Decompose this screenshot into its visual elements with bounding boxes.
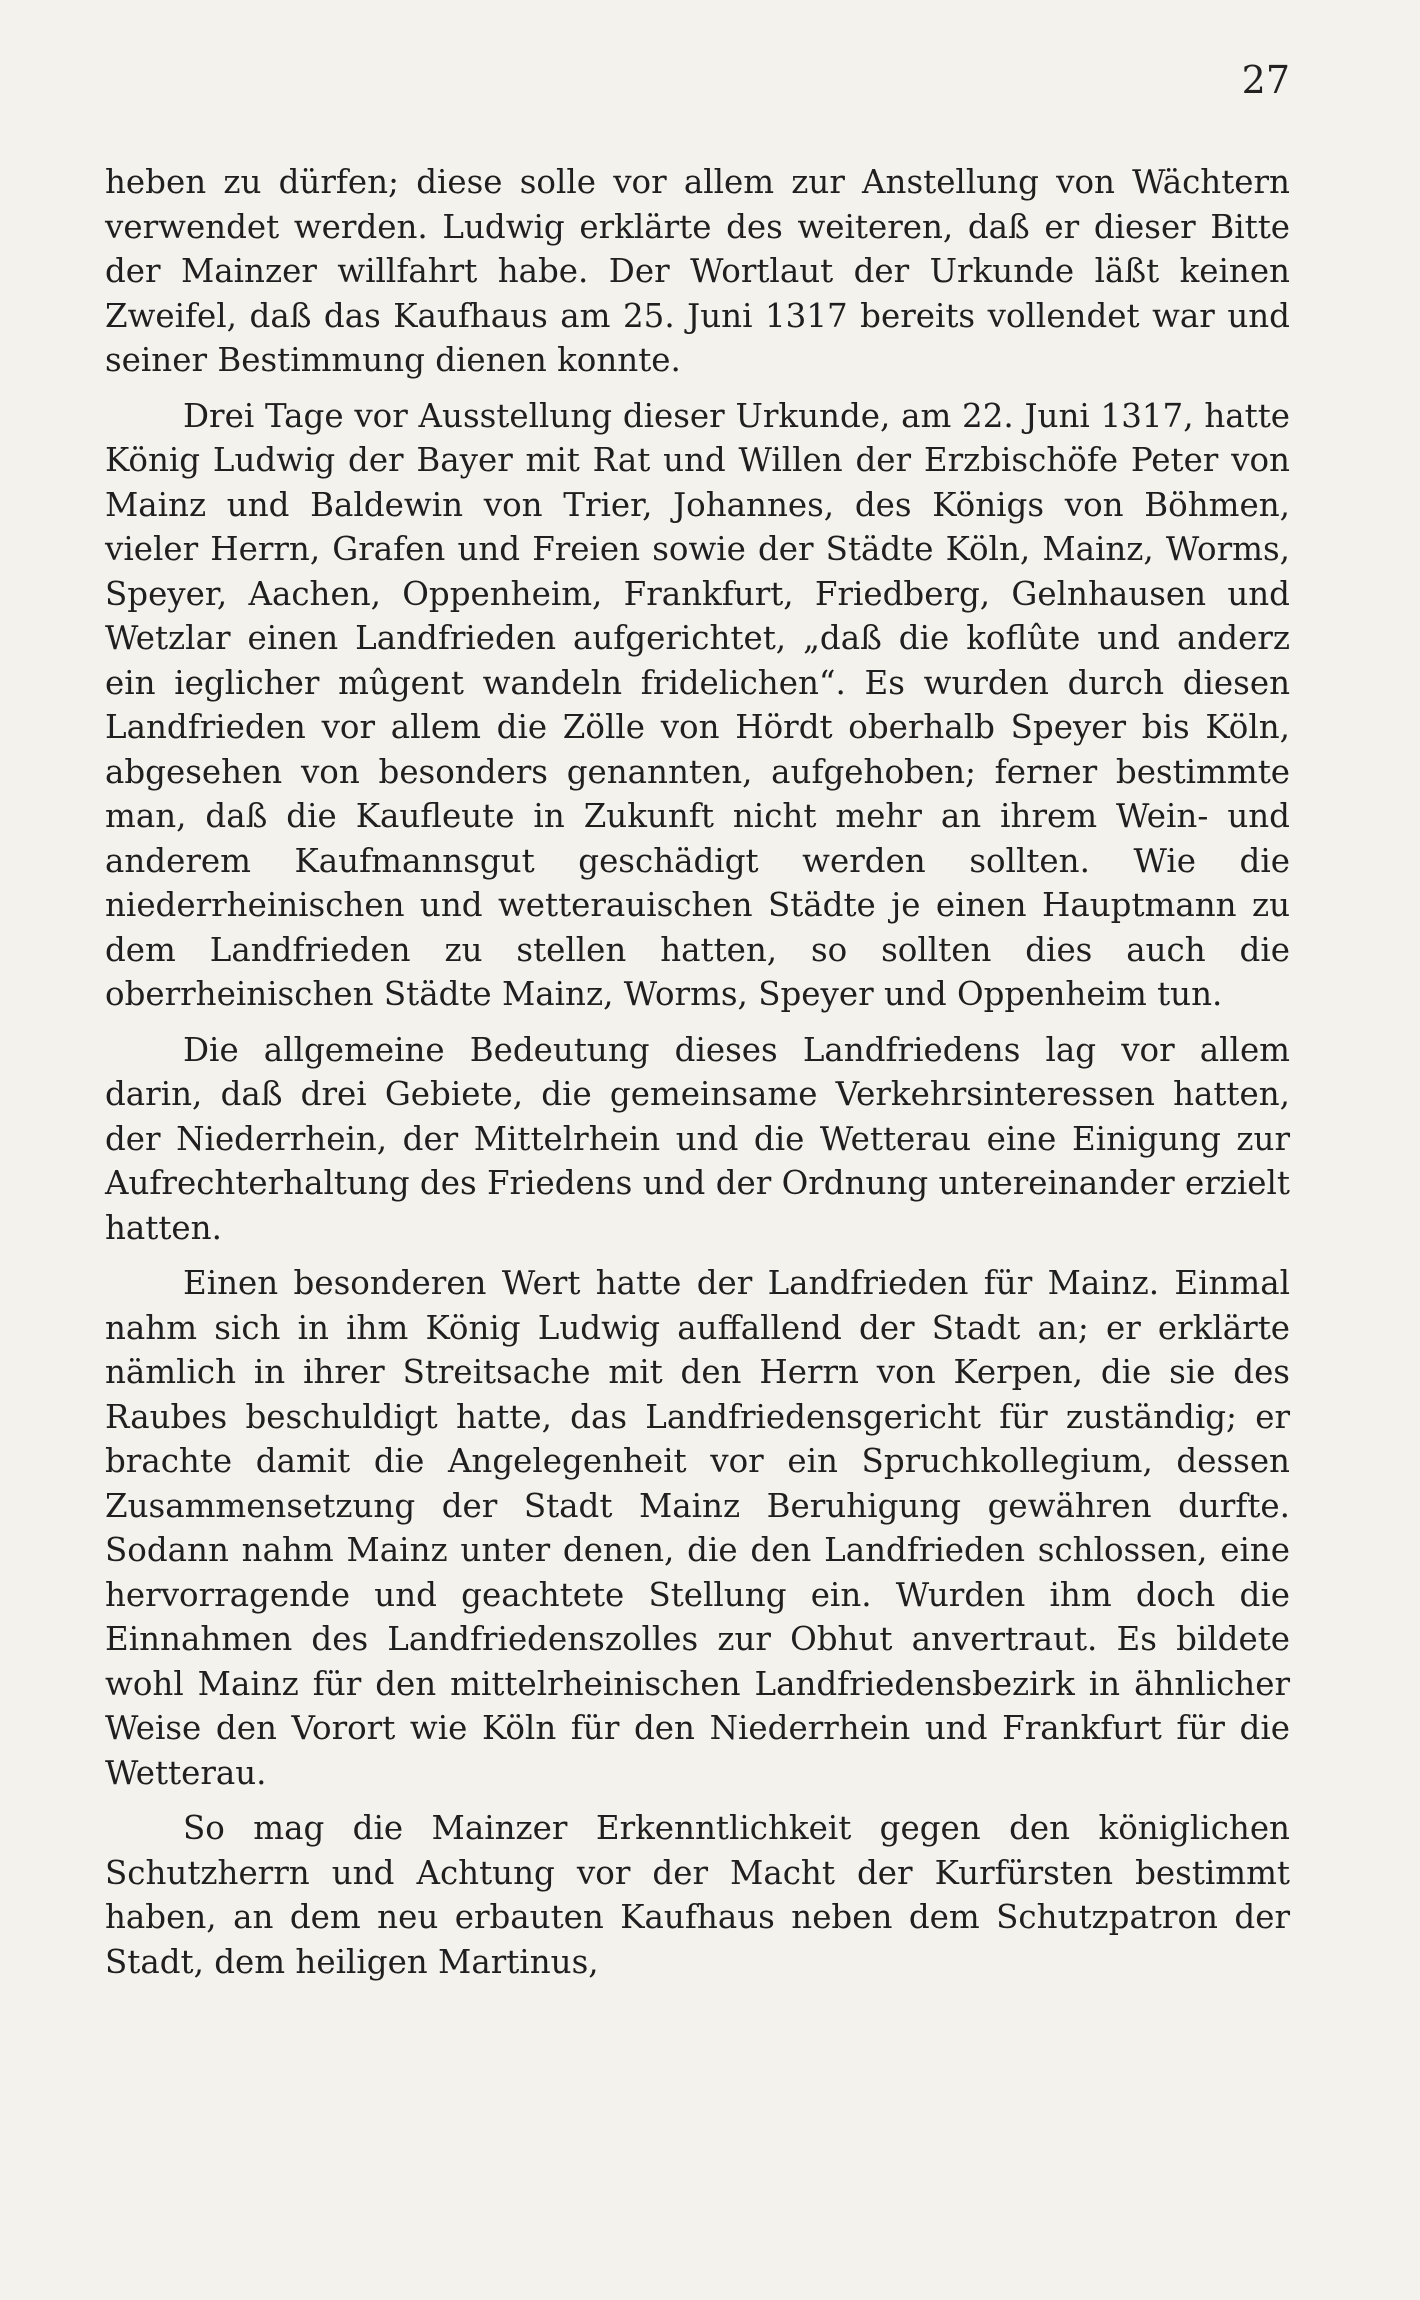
paragraph-landfrieden-1317: Drei Tage vor Ausstellung dieser Urkunde, am 22. Juni 1317, hatte König Ludwig der Bayer mit Rat und Willen der Erzbischöfe Peter von Mainz und Baldewin von Trier, Johannes, des Königs von Böhmen, vieler Herrn, Grafen und Freien sowie der Städte Köln, Mainz, Worms, Speyer, Aachen, Oppenheim, Frankfurt, Friedberg, Gelnhausen und Wetzlar einen Landfrieden aufgerichtet, „daß die koflûte und anderz ein ieglicher mûgent wandeln fridelichen“. Es wurden durch diesen Landfrieden vor allem die Zölle von Hördt oberhalb Speyer bis Köln, abgesehen von besonders genannten, aufgehoben; ferner bestimmte man, daß die Kaufleute in Zukunft nicht mehr an ihrem Wein- und anderem Kaufmannsgut geschädigt werden sollten. Wie die niederrheinischen und wetterauischen Städte je einen Hauptmann zu dem Landfrieden zu stellen hatten, so sollten dies auch die oberrheinischen Städte Mainz, Worms, Speyer und Oppenheim tun. — [105, 396, 1290, 1013]
paragraph-continuation: heben zu dürfen; diese solle vor allem zur Anstellung von Wächtern verwendet werden. Ludwig erklärte des weiteren, daß er dieser Bitte der Mainzer willfahrt habe. Der Wortlaut der Urkunde läßt keinen Zweifel, daß das Kaufhaus am 25. Juni 1317 bereits vollendet war und seiner Bestimmung dienen konnte. — [105, 163, 1290, 379]
paragraph-general-significance: Die allgemeine Bedeutung dieses Landfriedens lag vor allem darin, daß drei Gebiete, die gemeinsame Verkehrsinteressen hatten, der Niederrhein, der Mittelrhein und die Wetterau eine Einigung zur Aufrechterhaltung des Friedens und der Ordnung untereinander erzielt hatten. — [105, 1030, 1290, 1247]
body-text — [105, 160, 1290, 1995]
paragraph-mainz-gratitude: So mag die Mainzer Erkenntlichkeit gegen den königlichen Schutzherrn und Achtung vor der Macht der Kurfürsten bestimmt haben, an dem neu erbauten Kaufhaus neben dem Schutzpatron der Stadt, dem heiligen Martinus, — [105, 1809, 1290, 1981]
page-number: 27 — [1241, 58, 1290, 102]
paragraph-value-for-mainz: Einen besonderen Wert hatte der Landfrieden für Mainz. Einmal nahm sich in ihm König Ludwig auffallend der Stadt an; er erklärte nämlich in ihrer Streitsache mit den Herrn von Kerpen, die sie des Raubes beschuldigt hatte, das Landfriedensgericht für zuständig; er brachte damit die Angelegenheit vor ein Spruchkollegium, dessen Zusammensetzung der Stadt Mainz Beruhigung gewähren durfte. Sodann nahm Mainz unter denen, die den Landfrieden schlossen, eine hervorragende und geachtete Stellung ein. Wurden ihm doch die Einnahmen des Landfriedenszolles zur Obhut anvertraut. Es bildete wohl Mainz für den mittelrheinischen Landfriedensbezirk in ähnlicher Weise den Vorort wie Köln für den Niederrhein und Frankfurt für die Wetterau. — [105, 1264, 1290, 1792]
